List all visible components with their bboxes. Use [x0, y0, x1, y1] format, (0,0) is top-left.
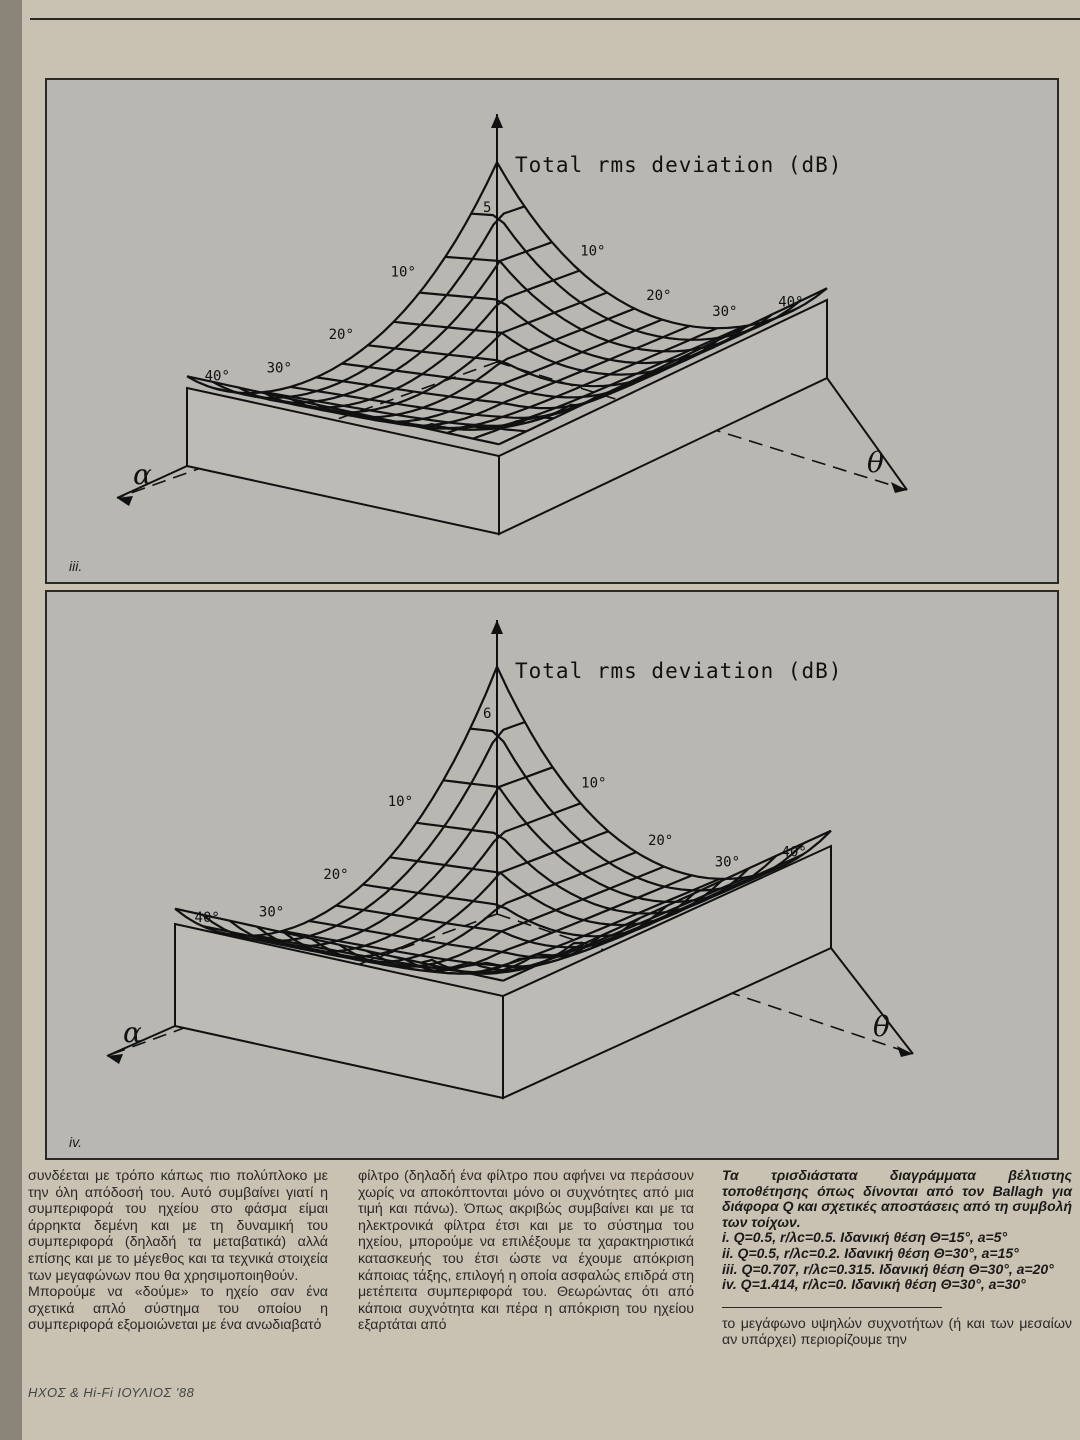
theta-tick-label: 20°	[647, 832, 674, 849]
alpha-axis-label: α	[123, 1016, 142, 1049]
text-column-3	[722, 1168, 1072, 1349]
caption-item-i: i. Q=0.5, r/λc=0.5. Ιδανική θέση Θ=15°, a=5°	[722, 1229, 1008, 1246]
theta-tick-label: 40°	[781, 844, 807, 861]
z-axis-arrow	[491, 114, 503, 128]
alpha-tick-label: 20°	[328, 326, 354, 343]
alpha-tick-label: 30°	[258, 904, 285, 921]
alpha-tick-label: 10°	[387, 794, 414, 811]
caption-intro: Τα τρισδιάστατα διαγράμματα βέλτιστης τοποθέτησης όπως δίνονται από τον Ballagh για διάφορα Q και σχετικές αποστάσεις από τη συμβολή των τοίχων.	[722, 1167, 1072, 1230]
caption-item-iv: iv. Q=1.414, r/λc=0. Ιδανική θέση Θ=30°, a=30°	[722, 1276, 1026, 1293]
figure-label: iv.	[69, 1134, 82, 1150]
surface-plot-iv	[47, 592, 1057, 1158]
top-rule	[30, 18, 1080, 20]
caption-item-ii: ii. Q=0.5, r/λc=0.2. Ιδανική θέση Θ=30°, a=15°	[722, 1244, 1019, 1261]
alpha-tick-label: 40°	[194, 909, 220, 926]
z-axis-title: Total rms deviation (dB)	[515, 659, 843, 683]
alpha-axis-label: α	[133, 458, 152, 491]
z-max-tick: 6	[483, 706, 492, 722]
surface-line-v	[213, 206, 525, 398]
theta-tick-label: 40°	[778, 294, 804, 311]
alpha-tick-label: 40°	[204, 368, 230, 385]
alpha-tick-label: 30°	[266, 360, 292, 377]
box-right-wall	[503, 846, 831, 1098]
surface-line-u	[309, 918, 640, 957]
theta-tick-label: 10°	[580, 243, 606, 260]
z-max-tick: 5	[483, 200, 492, 216]
surface-line-v	[187, 162, 497, 393]
surface-line-u	[336, 906, 667, 948]
z-axis-title: Total rms deviation (dB)	[515, 153, 843, 177]
theta-tick-label: 20°	[646, 288, 672, 305]
figure-caption	[722, 1168, 1072, 1293]
theta-tick-label: 30°	[712, 303, 738, 320]
alpha-tick-label: 20°	[323, 867, 349, 884]
figure-iv	[45, 590, 1059, 1160]
theta-tick-label: 30°	[714, 854, 741, 871]
page-footer: ΗΧΟΣ & Hi-Fi ΙΟΥΛΙΟΣ '88	[28, 1385, 195, 1400]
surface-line-v	[257, 803, 581, 951]
theta-axis-label: θ	[873, 1010, 890, 1043]
z-axis-arrow	[491, 620, 503, 634]
surface-line-u	[471, 214, 800, 340]
caption-item-iii: iii. Q=0.707, r/λc=0.315. Ιδανική θέση Θ=30°, a=20°	[722, 1260, 1054, 1277]
paragraph: συνδέεται με τρόπο κάπως πιο πολύπλοκο με την όλη απόδοσή του. Αυτό συμβαίνει γιατί η συμπεριφορά του ηχείου στο φάσμα είμαι άρρηκτα δεμένη και με τη δυναμική του συμπεριφορά (δηλαδή τα μεταβατικά) αλλά επίσης και με το μέγεθος και τα τεχνικά στοιχεία των μεγαφώνων που θα χρησιμοποιηθούν.	[28, 1168, 328, 1284]
theta-tick-label: 10°	[581, 775, 607, 792]
surface-plot-iii	[47, 80, 1057, 582]
paragraph: Μπορούμε να «δούμε» το ηχείο σαν ένα σχετικά απλό σύστημα του οποίου η συμπεριφορά εξομοιώνεται με ένα ανωδιαβατό	[28, 1284, 328, 1334]
alpha-tick-label: 10°	[390, 264, 416, 281]
paragraph: το μεγάφωνο υψηλών συχνοτήτων (ή και των μεσαίων αν υπάρχει) περιορίζουμε την	[722, 1315, 1072, 1349]
surface-line-v	[265, 271, 580, 408]
figure-label: iii.	[69, 558, 83, 574]
surface-line-v	[284, 831, 608, 957]
page-edge	[0, 0, 22, 1440]
theta-axis-label: θ	[867, 446, 884, 479]
text-column-1	[28, 1168, 328, 1334]
theta-axis-line	[831, 948, 913, 1054]
alpha-axis-line	[117, 466, 187, 498]
figure-iii	[45, 78, 1059, 584]
text-column-2	[358, 1168, 694, 1334]
caption-rule	[722, 1307, 942, 1308]
paragraph: φίλτρο (δηλαδή ένα φίλτρο που αφήνει να περάσουν χωρίς να αποκόπτονται μόνο οι συχνότητες από μια τιμή και πάνω). Όπως ακριβώς συμβαίνει και με τα ηλεκτρονικά φίλτρα έτσι και με το σύστημα του ηχείου, μπορούμε να επιλέξουμε τα χαρακτηριστικά κατασκευής του έτσι ώστε να έχουμε απόκριση κάποιας τάξης, επιλογή η οποία ασφαλώς επιδρά στη μετέπειτα συμπεριφορά του. Θεωρώντας ότι από κάποια συχνότητα και πέρα η απόκριση του ηχείου εξαρτάται από	[358, 1168, 694, 1334]
